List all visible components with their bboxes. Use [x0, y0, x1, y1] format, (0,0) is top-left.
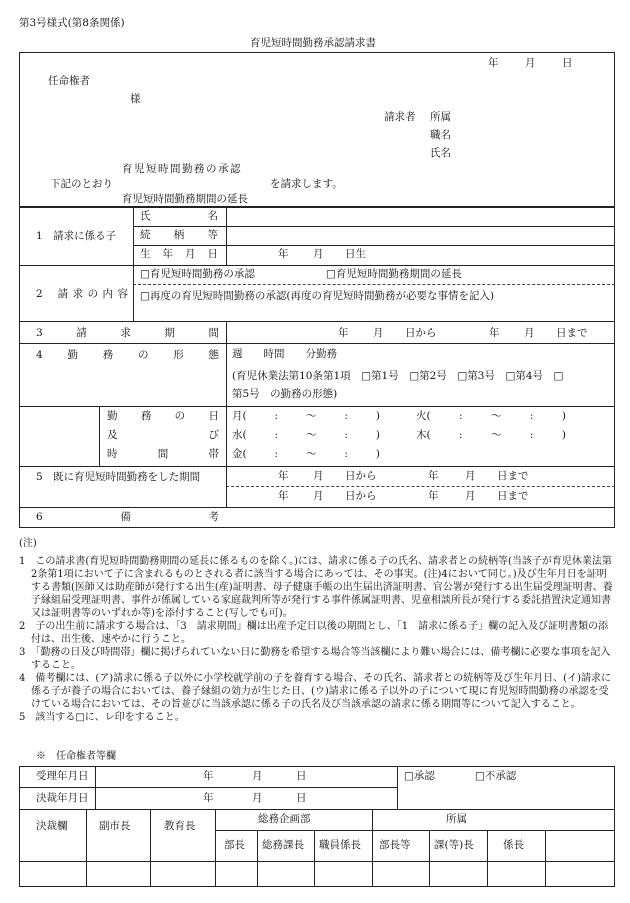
child-birthdate-label: 生 年 月 日 — [140, 248, 218, 260]
requester-label: 請求者 — [384, 111, 416, 123]
past-period-2-to-day: 日まで — [497, 490, 529, 502]
col-section-chief: 課(等)長 — [434, 839, 474, 851]
divider — [19, 787, 397, 788]
decision-column-label: 決裁欄 — [36, 820, 68, 832]
decided-month: 月 — [252, 792, 263, 804]
section1-label: 1 請求に係る子 — [36, 230, 117, 242]
day-monday: 月( : 〜 : ) — [232, 410, 380, 422]
past-period-1-from-month: 月 — [313, 470, 324, 482]
notes-list — [19, 555, 614, 724]
divider — [95, 766, 96, 809]
divider — [150, 809, 151, 887]
child-name-label: 氏 名 — [140, 210, 218, 222]
decided-year: 年 — [203, 792, 214, 804]
work-days-label-3: 時 間 帯 — [107, 448, 219, 460]
divider — [257, 830, 258, 887]
addressee-honorific: 様 — [130, 93, 141, 105]
deputy-mayor-label: 副市長 — [99, 820, 131, 832]
day-wednesday: 水( : 〜 : ) — [232, 429, 380, 441]
note-item: 5 該当する□に、レ印をすること。 — [19, 712, 185, 723]
received-date-label: 受理年月日 — [36, 770, 89, 782]
past-period-2-from-year: 年 — [278, 490, 289, 502]
divider — [19, 809, 615, 810]
section6-label: 6 備 考 — [36, 511, 219, 523]
divider — [487, 830, 488, 887]
checkbox-approved[interactable]: □承認 — [404, 770, 435, 782]
group-department: 所属 — [446, 813, 467, 825]
divider — [215, 809, 216, 887]
request-option-approval: 育児短時間勤務の承認 — [122, 163, 242, 175]
decided-day: 日 — [296, 792, 307, 804]
checkbox-extension[interactable]: □育児短時間勤務期間の延長 — [326, 268, 462, 280]
divider — [19, 343, 615, 344]
period-from-month: 月 — [373, 327, 384, 339]
past-period-2-from-month: 月 — [313, 490, 324, 502]
birth-day: 日生 — [345, 248, 366, 260]
section4-label: 4 勤 務 の 形 態 — [36, 349, 219, 361]
requester-position: 職名 — [430, 129, 451, 141]
notes-heading: (注) — [19, 538, 37, 549]
received-year: 年 — [203, 770, 214, 782]
period-from-day: 日から — [405, 327, 437, 339]
past-period-1-to-day: 日まで — [497, 470, 529, 482]
note-item: 1 この請求書(育児短時間勤務期間の延長に係るものを除く。)には、請求に係る子の氏名、請求者との続柄等(当該子が育児休業法第2条第1項において子に含まれるものとされる者に該当する場合にあっては、その事実。(注)4において同じ。)及び生年月日を証明する書類(医師又は助産師が発行する出生(産)証明書、母子健康手帳の出生届出済証明書、官公署が発行する出生届受理証明書、養子縁組届受理証明書、事件が係属している家庭裁判所等が発行する事件係属証明書、児童相談所長が発行する委託措置決定通知書又は証明書等のいずれか等)を添付すること(写しでも可)。 — [19, 556, 613, 619]
work-days-label-1: 勤 務 の 日 — [107, 410, 219, 422]
divider — [372, 809, 373, 887]
divider — [226, 207, 227, 265]
superintendent-label: 教育長 — [164, 820, 196, 832]
divider — [226, 321, 227, 507]
divider — [133, 226, 615, 227]
period-to-month: 月 — [524, 327, 535, 339]
period-to-day: 日まで — [556, 327, 588, 339]
divider — [133, 284, 615, 285]
divider — [99, 406, 100, 466]
form-number: 第3号様式(第8条関係) — [19, 17, 125, 29]
past-period-1-from-year: 年 — [278, 470, 289, 482]
note-item: 2 子の出生前に請求する場合は、「3 請求期間」欄は出産予定日以後の期間とし、「1 請求に係る子」欄の記入及び証明書類の添付は、出生後、速やかに行うこと。 — [19, 621, 609, 645]
divider — [19, 321, 615, 322]
divider — [133, 207, 134, 321]
group-general-affairs: 総務企画部 — [258, 813, 311, 825]
addressee-role: 任命権者 — [48, 75, 90, 87]
request-option-extension: 育児短時間勤務期間の延長 — [122, 193, 248, 205]
received-day: 日 — [296, 770, 307, 782]
requester-name: 氏名 — [430, 147, 451, 159]
divider — [429, 830, 430, 887]
divider — [86, 809, 87, 887]
request-prefix: 下記のとおり — [50, 178, 113, 190]
day-tuesday: 火( : 〜 : ) — [416, 410, 566, 422]
period-from-year: 年 — [338, 327, 349, 339]
past-period-1-to-year: 年 — [428, 470, 439, 482]
birth-month: 月 — [313, 248, 324, 260]
divider — [19, 507, 615, 508]
past-period-2-to-month: 月 — [465, 490, 476, 502]
weekly-hours: 週 時間 分勤務 — [232, 348, 337, 360]
divider — [397, 766, 398, 809]
checkbox-reapproval[interactable]: □再度の育児短時間勤務の承認(再度の育児短時間勤務が必要な事情を記入) — [140, 290, 495, 302]
date-year: 年 — [488, 57, 499, 69]
section2-label: 2 請 求 の 内 容 — [36, 288, 128, 300]
work-days-label-2: 及 び — [107, 429, 219, 441]
divider — [19, 265, 615, 266]
request-suffix: を請求します。 — [270, 178, 343, 190]
law-article-line1: (育児休業法第10条第1項 □第1号 □第2号 □第3号 □第4号 □ — [232, 370, 564, 382]
section3-label: 3 請 求 期 間 — [36, 327, 219, 339]
past-period-2-from-day: 日から — [345, 490, 377, 502]
divider — [545, 830, 546, 887]
form-title: 育児短時間勤務承認請求書 — [250, 37, 376, 49]
received-month: 月 — [252, 770, 263, 782]
day-thursday: 木( : 〜 : ) — [416, 429, 566, 441]
law-article-line2: 第5号 の勤務の形態) — [232, 388, 338, 400]
col-staff-section-chief: 職員係長 — [319, 839, 361, 851]
divider — [19, 466, 615, 467]
note-item: 4 備考欄には、(ア)請求に係る子以外に小学校就学前の子を養育する場合、その氏名、請求者との続柄等及び生年月日、(イ)請求に係る子が養子の場合においては、養子縁組の効力が生じた日、(ウ)請求に係る子以外の子について現に育児短時間勤務の承認を受けている場合においては、その旨並びに当該承認に係る子の氏名及び当該承認の請求に係る期間等について記入すること。 — [19, 673, 611, 710]
birth-year: 年 — [278, 248, 289, 260]
checkbox-approval[interactable]: □育児短時間勤務の承認 — [140, 268, 255, 280]
date-day: 日 — [562, 57, 573, 69]
period-to-year: 年 — [489, 327, 500, 339]
section5-label: 5 既に育児短時間勤務をした期間 — [36, 471, 201, 483]
child-relation-label: 続 柄 等 — [140, 229, 218, 241]
date-month: 月 — [525, 57, 536, 69]
decided-date-label: 決裁年月日 — [36, 792, 89, 804]
past-period-1-from-day: 日から — [345, 470, 377, 482]
authority-heading: ※ 任命権者等欄 — [36, 751, 116, 762]
divider — [226, 486, 615, 487]
day-friday: 金( : 〜 : ) — [232, 448, 380, 460]
past-period-2-to-year: 年 — [428, 490, 439, 502]
col-director-etc: 部長等 — [379, 839, 411, 851]
divider — [314, 830, 315, 887]
col-director: 部長 — [224, 839, 245, 851]
divider — [215, 830, 615, 831]
divider — [19, 861, 615, 862]
requester-department: 所属 — [430, 111, 451, 123]
col-subsection-chief: 係長 — [503, 839, 524, 851]
divider — [133, 245, 615, 246]
col-general-affairs-chief: 総務課長 — [262, 839, 304, 851]
past-period-1-to-month: 月 — [465, 470, 476, 482]
divider — [19, 406, 615, 407]
checkbox-rejected[interactable]: □不承認 — [475, 770, 517, 782]
request-header-box — [19, 52, 615, 207]
note-item: 3 「勤務の日及び時間帯」欄に掲げられていない日に勤務を希望する場合等当該欄により難い場合には、備考欄に必要な事項を記入すること。 — [19, 647, 611, 671]
